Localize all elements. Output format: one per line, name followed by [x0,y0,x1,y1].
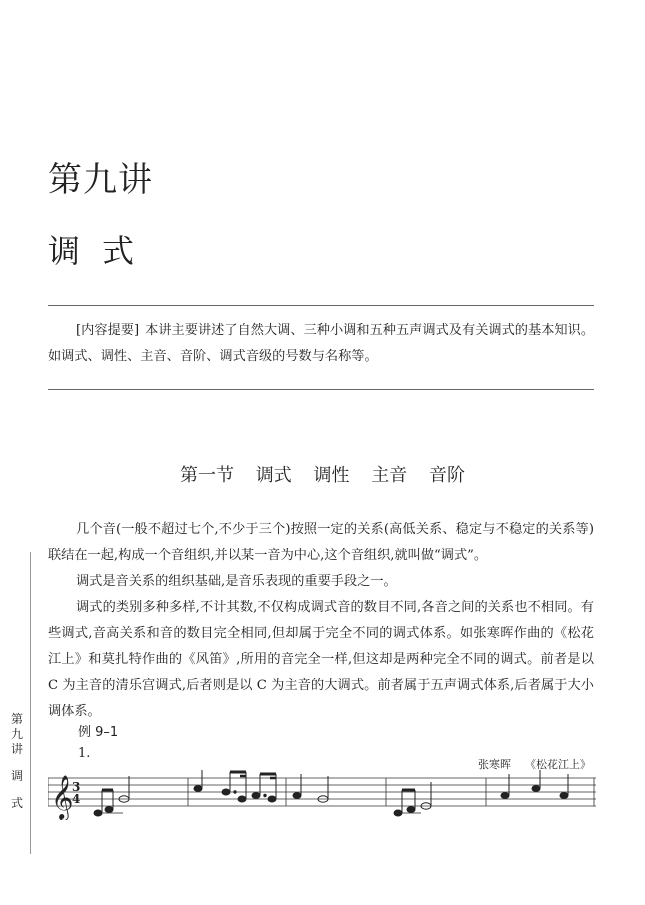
side-label-char: 第 [10,712,23,726]
note [268,796,276,802]
section-topic: 调式 [255,465,292,486]
note [252,793,260,799]
paragraph: 调式的类别多种多样,不计其数,不仅构成调式音的数目不同,各音之间的关系也不相同。有些调式,音高关系和音的数目完全相同,但却属于完全不同的调式体系。如张寒晖作曲的《松花江上》和莫扎特作曲的《风笛》,所用的音完全一样,但这却是两种完全不同的调式。前者是以 C 为主音的清乐宫调式,后者则是以 C 为主音的大调式。前者属于五声调式体系,后者属于大小调体系。 [48,600,594,719]
note [394,810,402,816]
side-label-char: 九 [10,727,23,741]
note [105,807,113,813]
summary-text: 本讲主要讲述了自然大调、三种小调和五种五声调式及有关调式的基本知识。如调式、调性、主音、音阶、调式音级的号数与名称等。 [48,323,595,364]
section-topic: 调性 [313,465,350,486]
note [94,810,102,816]
work-title: 《松花江上》 [525,758,591,771]
body-text [48,517,594,725]
summary-block [48,318,594,370]
side-label-char: 式 [10,796,23,810]
side-label [10,712,24,811]
section-title [0,461,645,487]
divider-bottom [48,389,594,390]
side-label-char: 讲 [10,742,23,756]
summary-label: [内容提要] [76,323,140,338]
example-label: 例 9–1 [78,725,119,740]
time-signature-bottom: 4 [72,792,81,806]
treble-clef-icon: 𝄞 [51,775,74,819]
section-number: 第一节 [180,465,235,486]
note [238,796,246,802]
note [407,807,415,813]
note [532,786,540,792]
note [194,786,202,792]
paragraph: 几个音(一般不超过七个,不少于三个)按照一定的关系(高低关系、稳定与不稳定的关系等)联结在一起,构成一个音组织,并以某一音为中心,这个音组织,就叫做“调式”。 [48,522,594,563]
music-staff [48,770,598,820]
note [293,793,301,799]
composer-name: 张寒晖 [478,758,511,771]
lecture-title: 调式 [48,232,157,270]
divider-top [48,305,594,306]
side-rule [30,552,31,854]
note [560,793,568,799]
section-topic: 主音 [371,465,408,486]
note [501,793,509,799]
dot [264,794,266,796]
lecture-number: 第九讲 [48,160,153,200]
time-signature-top: 3 [72,780,81,794]
section-topic: 音阶 [428,465,465,486]
side-label-char: 调 [10,769,23,783]
paragraph: 调式是音关系的组织基础,是音乐表现的重要手段之一。 [76,574,397,589]
note [222,789,230,795]
dot [234,791,236,793]
example-item-number: 1. [78,746,91,761]
